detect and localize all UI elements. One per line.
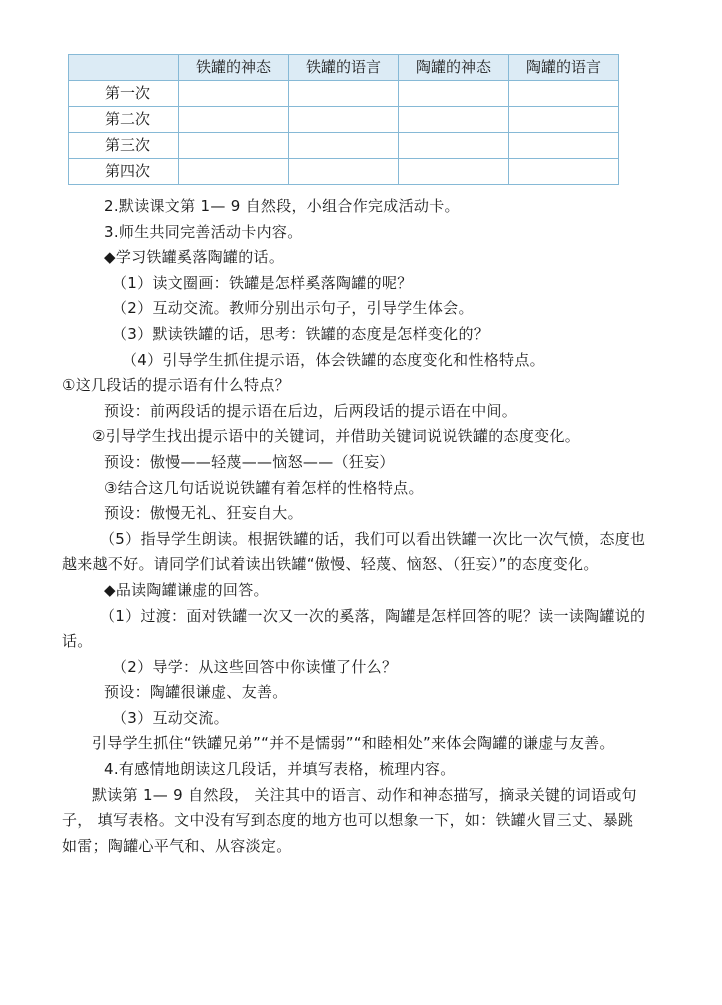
row-label: 第四次 (69, 159, 179, 185)
table-corner-cell (69, 55, 179, 81)
sub-step-4: （4）引导学生抓住提示语，体会铁罐的态度变化和性格特点。 (122, 350, 545, 369)
clay-step-1: （1）过渡：面对铁罐一次又一次的奚落，陶罐是怎样回答的呢？读一读陶罐说的话。 (62, 606, 646, 651)
sub-step-2: （2）互动交流。教师分别出示句子，引导学生体会。 (112, 299, 474, 318)
table-header-row (69, 55, 619, 81)
blank-cell[interactable] (289, 133, 399, 159)
table-row (69, 133, 619, 159)
blank-cell[interactable] (399, 81, 509, 107)
sub-step-3: （3）默读铁罐的话，思考：铁罐的态度是怎样变化的？ (112, 324, 490, 343)
sub-step-1: （1）读文圈画：铁罐是怎样奚落陶罐的呢？ (112, 273, 413, 292)
question-3: ③结合这几句话说说铁罐有着怎样的性格特点。 (104, 478, 424, 497)
section-clay-reply: ◆品读陶罐谦虚的回答。 (104, 580, 269, 599)
blank-cell[interactable] (509, 81, 619, 107)
step-4-detail: 默读第 1— 9 自然段， 关注其中的语言、动作和神态描写，摘录关键的词语或句子， 填写表格。文中没有写到态度的地方也可以想象一下，如：铁罐火冒三丈、暴跳如雷；陶罐心平气和、从容淡定。 (62, 785, 637, 855)
table-row (69, 81, 619, 107)
section-iron-mocking: ◆学习铁罐奚落陶罐的话。 (104, 248, 285, 267)
step-4: 4.有感情地朗读这几段话，并填写表格，梳理内容。 (104, 760, 456, 779)
clay-answer: 预设：陶罐很谦虚、友善。 (104, 683, 288, 702)
blank-cell[interactable] (289, 159, 399, 185)
blank-cell[interactable] (289, 107, 399, 133)
table-row (69, 107, 619, 133)
blank-cell[interactable] (289, 81, 399, 107)
sub-step-5: （5）指导学生朗读。根据铁罐的话，我们可以看出铁罐一次比一次气愤，态度也越来越不好。请同学们试着读出铁罐“傲慢、轻蔑、恼怒、（狂妄）”的态度变化。 (62, 529, 646, 574)
blank-cell[interactable] (179, 81, 289, 107)
answer-3: 预设：傲慢无礼、狂妄自大。 (104, 504, 303, 523)
blank-cell[interactable] (509, 159, 619, 185)
answer-1: 预设：前两段话的提示语在后边，后两段话的提示语在中间。 (104, 401, 518, 420)
row-label: 第三次 (69, 133, 179, 159)
blank-cell[interactable] (399, 133, 509, 159)
blank-cell[interactable] (179, 159, 289, 185)
header-clay-speech: 陶罐的语言 (509, 55, 619, 81)
clay-step-3: （3）互动交流。 (112, 708, 229, 727)
header-iron-expression: 铁罐的神态 (179, 55, 289, 81)
blank-cell[interactable] (399, 107, 509, 133)
question-1: ①这几段话的提示语有什么特点？ (62, 376, 290, 395)
clay-guidance: 引导学生抓住“铁罐兄弟”“并不是懦弱”“和睦相处”来体会陶罐的谦虚与友善。 (92, 734, 615, 753)
record-table (68, 54, 619, 185)
answer-2: 预设：傲慢——轻蔑——恼怒——（狂妄） (104, 452, 395, 471)
step-3: 3.师生共同完善活动卡内容。 (104, 222, 303, 241)
lesson-body (62, 194, 648, 859)
row-label: 第一次 (69, 81, 179, 107)
blank-cell[interactable] (509, 133, 619, 159)
row-label: 第二次 (69, 107, 179, 133)
blank-cell[interactable] (179, 133, 289, 159)
blank-cell[interactable] (179, 107, 289, 133)
step-2: 2.默读课文第 1— 9 自然段，小组合作完成活动卡。 (104, 197, 460, 215)
blank-cell[interactable] (399, 159, 509, 185)
blank-cell[interactable] (509, 107, 619, 133)
question-2: ②引导学生找出提示语中的关键词，并借助关键词说说铁罐的态度变化。 (92, 427, 581, 446)
header-iron-speech: 铁罐的语言 (289, 55, 399, 81)
clay-step-2: （2）导学：从这些回答中你读懂了什么？ (112, 657, 398, 676)
header-clay-expression: 陶罐的神态 (399, 55, 509, 81)
table-row (69, 159, 619, 185)
